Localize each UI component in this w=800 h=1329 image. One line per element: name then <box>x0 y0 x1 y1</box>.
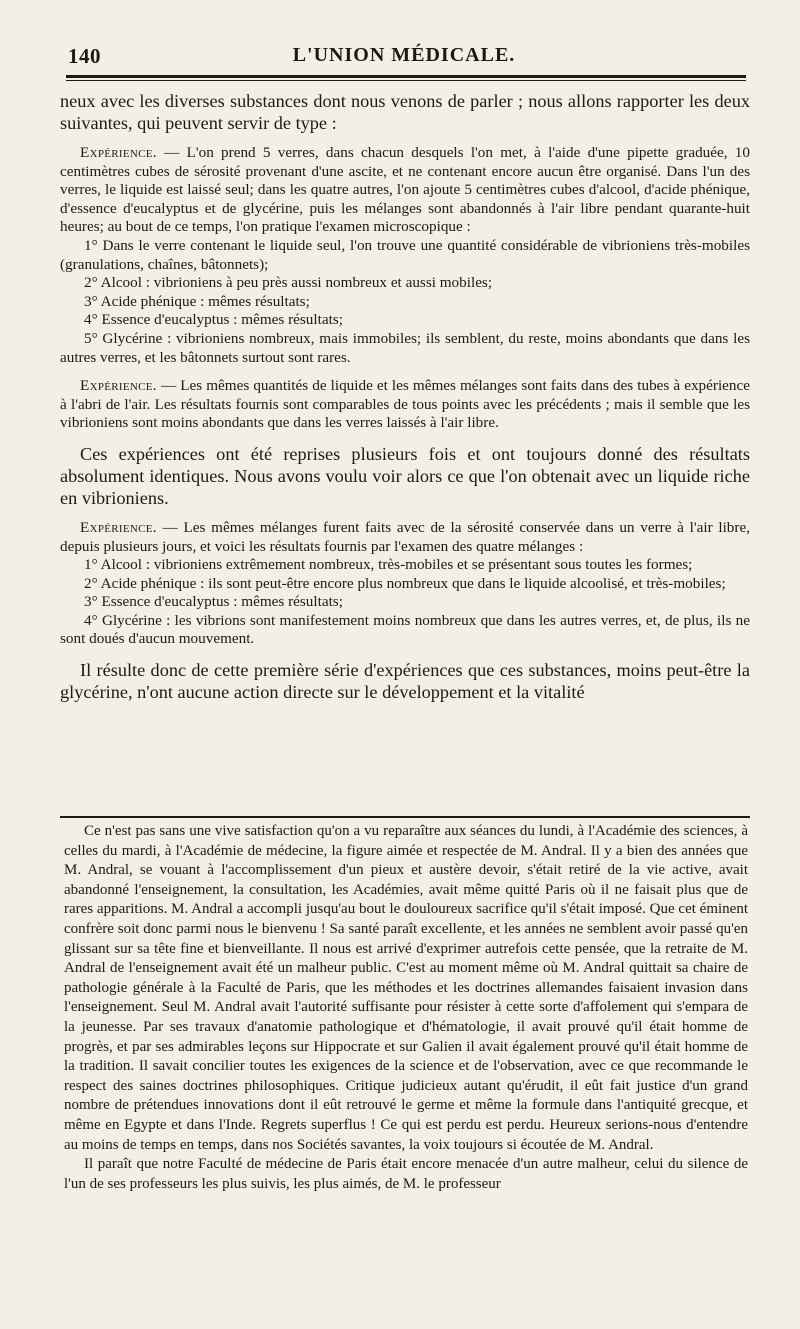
feuilleton-paragraph: Ce n'est pas sans une vive satisfaction qu'on a vu reparaître aux séances du lundi, à l'Académie des sciences, à celles du mardi, à l'Académie de médecine, la figure aimée et respectée de M. Andral. Il y a bien des années que M. Andral, se vouant à l'accomplissement d'un pieux et austère devoir, s'était retiré de la vie active, avait abandonné l'enseignement, la consultation, les Académies, avait même quitté Paris où il ne faisait plus que de rares apparitions. M. Andral a accompli jusqu'au bout le douloureux sacrifice qu'il s'était imposé. Que cet éminent confrère soit donc parmi nous le bienvenu ! Sa santé paraît excellente, et les années ne semblent avoir passé qu'en glissant sur sa tête fine et bienveillante. Il nous est arrivé d'exprimer autrefois cette pensée, que la retraite de M. Andral de l'enseignement avait été un malheur public. C'est au moment même où M. Andral quittait sa chaire de pathologie générale à la Faculté de Paris, que les méthodes et les doctrines allemandes faisaient invasion dans l'enseignement. Seul M. Andral avait l'autorité suffisante pour résister à cette sorte d'affolement qui s'empara de la jeunesse. Par ses travaux d'anatomie pathologique et d'hématologie, il avait prouvé qu'il était homme de progrès, et par ses admirables leçons sur Hippocrate et sur Galien il avait également prouvé qu'il était homme de la tradition. Il savait concilier toutes les exigences de la science et de l'observation, avec ce que recommande le respect des saines doctrines philosophiques. Critique judicieux autant qu'érudit, il eût fait justice d'un grand nombre de prétendues innovations dont il eût retrouvé le germe et même la formule dans l'antiquité grecque, et même en Egypte et dans l'Inde. Regrets superflus ! Ce qui est perdu est perdu. Heureux serions-nous d'entendre au moins de temps en temps, dans nos Sociétés savantes, la voix toujours si écoutée de M. Andral. <box>64 823 748 1153</box>
feuilleton-paragraph: Il paraît que notre Faculté de médecine de Paris était encore menacée d'un autre malheur, celui du silence de l'un de ses professeurs les plus suivis, les plus aimés, de M. le professeur <box>64 1156 748 1192</box>
list-item: 1° Dans le verre contenant le liquide seul, l'on trouve une quantité considérable de vibrioniens très-mobiles (granulations, chaînes, bâtonnets); <box>60 236 750 273</box>
list-item: 3° Essence d'eucalyptus : mêmes résultats; <box>84 593 343 611</box>
list-item: 2° Acide phénique : ils sont peut-être encore plus nombreux que dans le liquide alcoolisé, et très-mobiles; <box>84 574 726 592</box>
page-header <box>68 44 740 74</box>
experiment-label: Expérience. <box>80 144 157 161</box>
experiment-text: — Les mêmes quantités de liquide et les mêmes mélanges sont faits dans des tubes à expérience à l'abri de l'air. Les résultats fournis sont comparables de tous points avec les précédents ; mais il semble que les vibrioniens sont moins abondants que dans les verres laissés à l'air libre. <box>60 377 750 432</box>
results-paragraph: Ces expériences ont été reprises plusieurs fois et ont toujours donné des résultats absolument identiques. Nous avons voulu voir alors ce que l'on obtenait avec un liquide riche en vibrioniens. <box>60 443 750 508</box>
experiment-text: — L'on prend 5 verres, dans chacun desquels l'on met, à l'aide d'une pipette graduée, 10 centimètres cubes de sérosité provenant d'une ascite, et ne contenant encore aucun être organisé. Dans l'un des verres, le liquide est laissé seul; dans les quatre autres, l'on ajoute 5 centimètres cubes d'alcool, d'acide phénique, d'essence d'eucalyptus et de glycérine, puis les mélanges sont abandonnés à l'air libre pendant quarante-huit heures; au bout de ce temps, l'on pratique l'examen microscopique : <box>60 144 750 236</box>
experiment-2 <box>60 377 750 433</box>
experiment-3 <box>60 519 750 556</box>
running-title: L'UNION MÉDICALE. <box>292 44 516 66</box>
feuilleton <box>64 822 748 1194</box>
experiment-1 <box>60 144 750 237</box>
list-item: 3° Acide phénique : mêmes résultats; <box>84 292 310 310</box>
header-rule <box>66 75 746 78</box>
list-item: 4° Glycérine : les vibrions sont manifestement moins nombreux que dans les autres verres, et, de plus, ils ne sont doués d'aucun mouvement. <box>60 611 750 648</box>
header-rule-thin <box>66 80 746 81</box>
list-item: 4° Essence d'eucalyptus : mêmes résultats; <box>84 311 343 329</box>
experiment-label: Expérience. <box>80 518 157 536</box>
conclusion-paragraph: Il résulte donc de cette première série d'expériences que ces substances, moins peut-être la glycérine, n'ont aucune action directe sur le développement et la vitalité <box>60 660 750 703</box>
feuilleton-divider <box>60 816 750 818</box>
intro-paragraph: neux avec les diverses substances dont nous venons de parler ; nous allons rapporter les deux suivantes, qui peuvent servir de type : <box>60 91 750 133</box>
article-body <box>60 90 750 703</box>
list-item: 1° Alcool : vibrioniens extrêmement nombreux, très-mobiles et se présentant sous toutes les formes; <box>84 556 693 574</box>
page-number: 140 <box>68 44 101 68</box>
experiment-text: — Les mêmes mélanges furent faits avec de la sérosité conservée dans un verre à l'air libre, depuis plusieurs jours, et voici les résultats fournis par l'examen des quatre mélanges : <box>60 518 750 555</box>
list-item: 2° Alcool : vibrioniens à peu près aussi nombreux et aussi mobiles; <box>84 274 493 292</box>
list-item: 5° Glycérine : vibrioniens nombreux, mais immobiles; ils semblent, du reste, moins abondants que dans les autres verres, et les bâtonnets surtout sont rares. <box>60 329 750 366</box>
experiment-label: Expérience. <box>80 377 157 395</box>
